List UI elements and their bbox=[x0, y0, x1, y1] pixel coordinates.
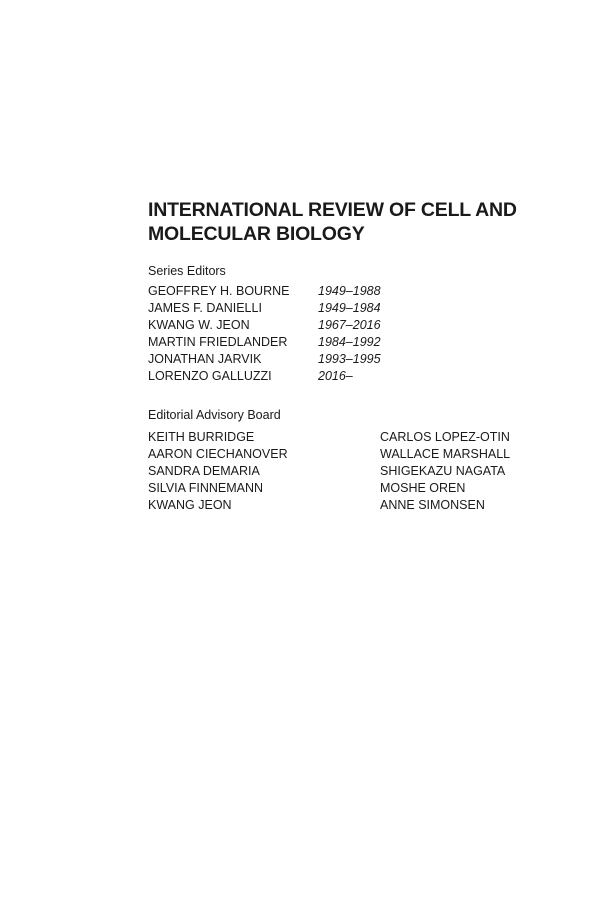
board-member: CARLOS LOPEZ-OTIN bbox=[380, 430, 510, 444]
editor-name: MARTIN FRIEDLANDER bbox=[148, 335, 288, 349]
board-member: MOSHE OREN bbox=[380, 481, 466, 495]
editor-row bbox=[148, 351, 568, 368]
editor-row bbox=[148, 300, 568, 317]
editor-years: 1967–2016 bbox=[318, 318, 381, 332]
editor-row bbox=[148, 283, 568, 300]
editor-name: KWANG W. JEON bbox=[148, 318, 250, 332]
advisory-board-heading: Editorial Advisory Board bbox=[148, 408, 281, 422]
series-editors-heading: Series Editors bbox=[148, 264, 226, 278]
book-title-line-1: INTERNATIONAL REVIEW OF CELL AND bbox=[148, 199, 517, 221]
book-title-line-2: MOLECULAR BIOLOGY bbox=[148, 223, 365, 245]
editor-row bbox=[148, 368, 568, 385]
editor-years: 1949–1984 bbox=[318, 301, 381, 315]
editor-name: JAMES F. DANIELLI bbox=[148, 301, 262, 315]
board-member: SILVIA FINNEMANN bbox=[148, 481, 264, 495]
editor-years: 1984–1992 bbox=[318, 335, 381, 349]
editor-years: 2016– bbox=[318, 369, 353, 383]
editor-name: JONATHAN JARVIK bbox=[148, 352, 262, 366]
editor-years: 1949–1988 bbox=[318, 284, 381, 298]
board-member: WALLACE MARSHALL bbox=[380, 447, 511, 461]
front-matter-page bbox=[148, 198, 568, 514]
board-member: AARON CIECHANOVER bbox=[148, 447, 288, 461]
book-title bbox=[148, 198, 568, 246]
editor-years: 1993–1995 bbox=[318, 352, 381, 366]
advisory-board-left-column bbox=[148, 429, 380, 514]
board-member: KWANG JEON bbox=[148, 498, 232, 512]
board-member: ANNE SIMONSEN bbox=[380, 498, 485, 512]
advisory-board-list bbox=[148, 429, 568, 514]
editor-name: LORENZO GALLUZZI bbox=[148, 369, 272, 383]
board-member: KEITH BURRIDGE bbox=[148, 430, 255, 444]
board-member: SANDRA DEMARIA bbox=[148, 464, 260, 478]
series-editors-list bbox=[148, 283, 568, 385]
editor-name: GEOFFREY H. BOURNE bbox=[148, 284, 290, 298]
editor-row bbox=[148, 317, 568, 334]
board-member: SHIGEKAZU NAGATA bbox=[380, 464, 506, 478]
editor-row bbox=[148, 334, 568, 351]
advisory-board-right-column bbox=[380, 429, 510, 514]
